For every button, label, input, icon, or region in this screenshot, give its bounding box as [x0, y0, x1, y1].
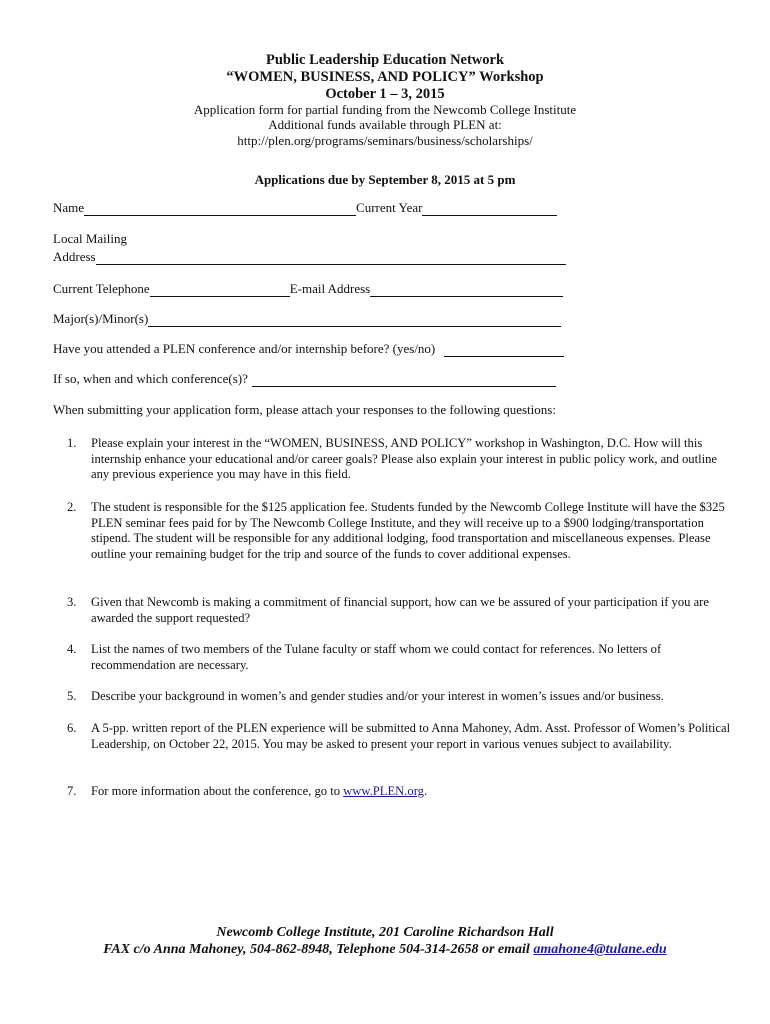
phone-field[interactable]: [150, 283, 290, 297]
attended-field[interactable]: [444, 343, 564, 357]
org-title: Public Leadership Education Network: [265, 52, 505, 68]
deadline-notice: Applications due by September 8, 2015 at 5 pm: [254, 172, 516, 187]
name-field[interactable]: [84, 202, 356, 216]
q7-suffix: .: [423, 784, 428, 798]
footer-email-link[interactable]: amahone4@tulane.edu: [533, 942, 667, 957]
question-number: 6.: [67, 721, 77, 735]
instructions: [53, 402, 556, 418]
subtitle-funding: Application form for partial funding from the Newcomb College Institute: [193, 102, 577, 117]
question-number: 2.: [67, 500, 77, 514]
question-text: List the names of two members of the Tulane faculty or staff whom we could contact for references. No letters of recommendation are necessary.: [91, 642, 662, 672]
workshop-title: “WOMEN, BUSINESS, AND POLICY” Workshop: [226, 69, 544, 85]
footer-contact-text: FAX c/o Anna Mahoney, 504-862-8948, Telephone 504-314-2658 or email: [103, 942, 534, 957]
address-row: [53, 249, 566, 265]
major-row: [53, 311, 561, 327]
footer-address: Newcomb College Institute, 201 Caroline Richardson Hall: [216, 925, 554, 940]
local-mailing-label: [53, 231, 127, 247]
major-label: Major(s)/Minor(s): [53, 311, 149, 326]
question-text: Describe your background in women’s and gender studies and/or your interest in women’s issues and/or business.: [91, 689, 664, 703]
name-row: [53, 200, 557, 216]
major-field[interactable]: [148, 313, 561, 327]
attended-label: Have you attended a PLEN conference and/or internship before? (yes/no): [53, 341, 436, 356]
question-text: Given that Newcomb is making a commitment of financial support, how can we be assured of your participation if you are awarded the support requested?: [91, 595, 709, 625]
question-2: [67, 500, 732, 562]
which-conference-label: If so, when and which conference(s)?: [53, 371, 248, 386]
name-label: Name: [53, 200, 85, 215]
attended-row: [53, 341, 564, 357]
address-field[interactable]: [96, 251, 566, 265]
question-6: [67, 721, 732, 752]
phone-label: Current Telephone: [53, 281, 150, 296]
question-number: 1.: [67, 436, 77, 450]
q7-prefix: For more information about the conference, go to: [91, 784, 344, 798]
question-4: [67, 642, 732, 673]
question-5: [67, 689, 732, 705]
question-number: 3.: [67, 595, 77, 609]
workshop-dates: October 1 – 3, 2015: [325, 86, 445, 102]
question-1: [67, 436, 732, 483]
current-year-label: Current Year: [356, 200, 423, 215]
question-text: The student is responsible for the $125 application fee. Students funded by the Newcomb College Institute will have the $325 PLEN seminar fees paid for by The Newcomb College Institute, and they will receive up to a $900 lodging/transportation stipend. The student will be responsible for any additional lodging, food transportation and miscellaneous expenses. Please outline your remaining budget for the trip and source of the funds to cover additional expenses.: [91, 500, 725, 561]
question-text: [91, 784, 732, 800]
question-number: 4.: [67, 642, 77, 656]
subtitle-additional: Additional funds available through PLEN at:: [268, 117, 502, 132]
address-label: Address: [53, 249, 96, 264]
question-number: 7.: [67, 784, 77, 798]
email-field[interactable]: [370, 283, 563, 297]
question-text: A 5-pp. written report of the PLEN experience will be submitted to Anna Mahoney, Adm. Asst. Professor of Women’s Political Leadership, on October 22, 2015. You may be asked to present your report in various venues subject to availability.: [91, 721, 731, 751]
phone-email-row: [53, 281, 563, 297]
question-text: Please explain your interest in the “WOMEN, BUSINESS, AND POLICY” workshop in Washington, D.C. How will this internship enhance your educational and/or career goals? Please also explain your interest in public policy work, and outline any previous experience you may have in this field.: [91, 436, 717, 482]
footer-contact: [0, 942, 770, 958]
email-label: E-mail Address: [289, 281, 371, 296]
current-year-field[interactable]: [422, 202, 557, 216]
which-conference-field[interactable]: [252, 373, 556, 387]
question-number: 5.: [67, 689, 77, 703]
plen-link[interactable]: www.PLEN.org: [343, 784, 424, 798]
question-3: [67, 595, 732, 626]
question-7: [67, 784, 732, 800]
scholarship-url: http://plen.org/programs/seminars/business/scholarships/: [237, 133, 533, 148]
local-mailing-text: Local Mailing: [53, 231, 128, 246]
which-conference-row: [53, 371, 556, 387]
instructions-text: When submitting your application form, please attach your responses to the following questions:: [53, 402, 556, 417]
